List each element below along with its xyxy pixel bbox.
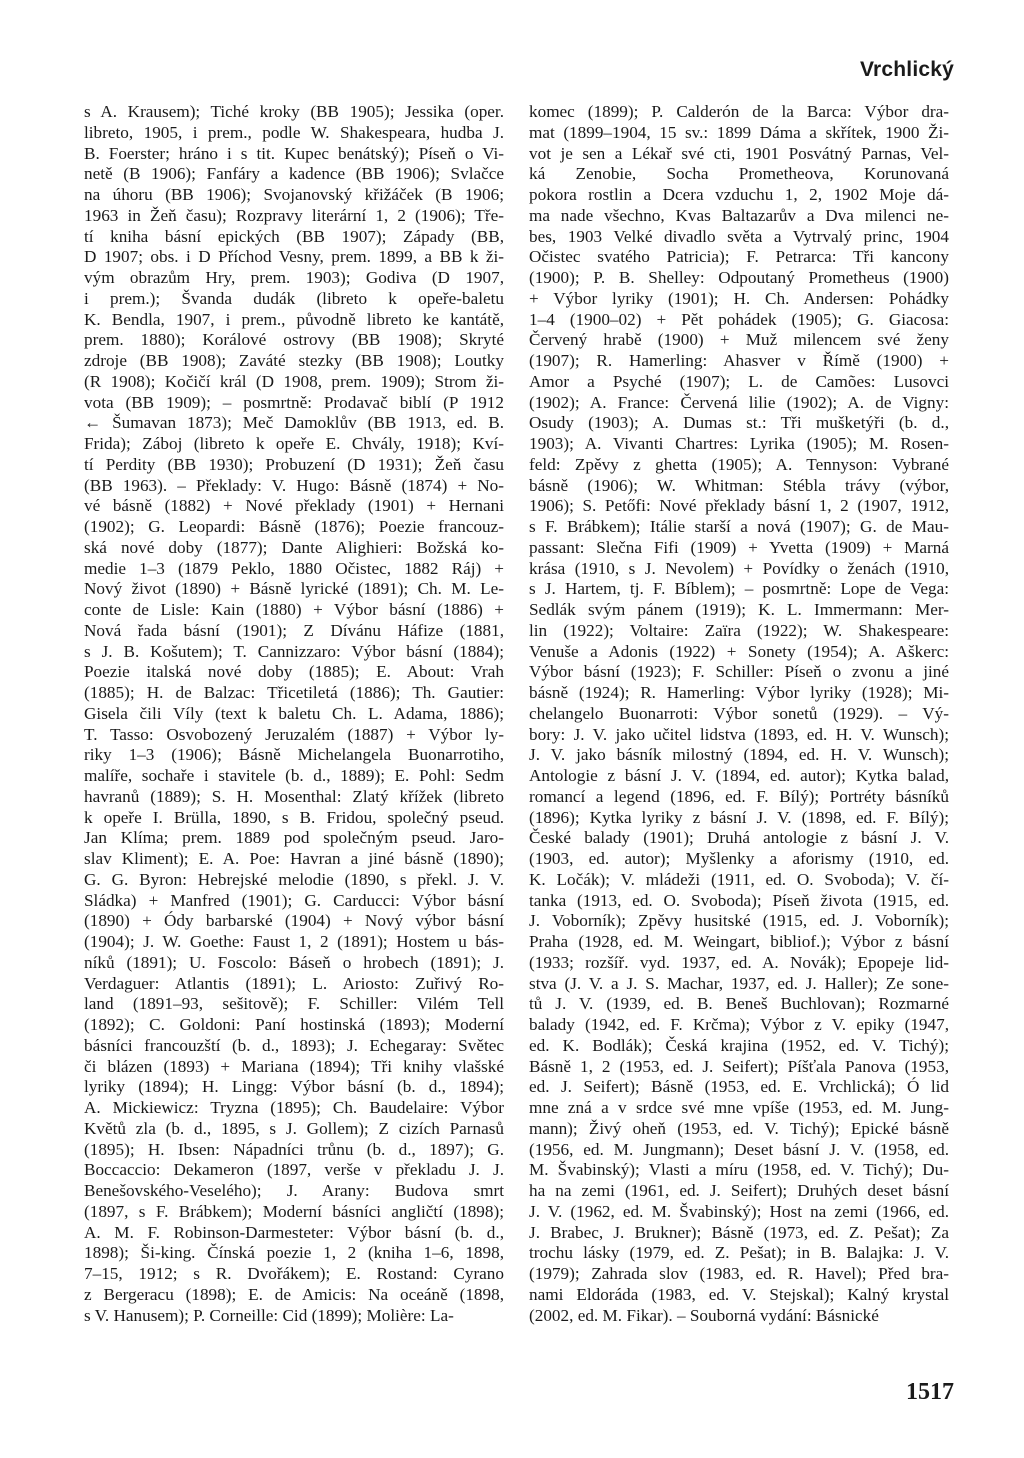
- text-line: pokora rostlin a Dcera vzduchu 1, 2, 1902 Moje dá-: [529, 185, 949, 204]
- text-line: J. Voborník); Zpěvy husitské (1915, ed. J. Voborník);: [529, 911, 949, 931]
- text-line: s J. B. Košutem); T. Cannizzaro: Výbor básní (1884);: [84, 641, 504, 661]
- text-line: bory: J. V. jako učitel lidstva (1893, ed. H. V. Wunsch);: [529, 724, 949, 744]
- text-line: 1906); S. Petőfi: Nové překlady básní 1, 2 (1907, 1912,: [529, 496, 949, 516]
- text-line: G. G. Byron: Hebrejské melodie (1890, s překl. J. V.: [84, 869, 504, 889]
- text-line: 1963 in Žeň času); Rozpravy literární 1, 2 (1906); Tře-: [84, 205, 504, 225]
- text-line: ed. K. Bodlák); Česká krajina (1952, ed. V. Tichý);: [529, 1035, 949, 1055]
- text-line: básně (1906); W. Whitman: Stébla trávy (výbor,: [529, 475, 949, 495]
- text-line: prem. 1880); Korálové ostrovy (BB 1908); Skryté: [84, 330, 504, 350]
- text-line: 7–15, 1912; s R. Dvořákem); E. Rostand: Cyrano: [84, 1264, 504, 1283]
- text-line: vota (BB 1909); – posmrtně: Prodavač biblí (P 1912: [84, 392, 504, 412]
- text-line: (1890) + Ódy barbarské (1904) + Nový výbor básní: [84, 911, 504, 931]
- text-line: Antologie z básní J. V. (1894, ed. autor); Kytka balad,: [529, 766, 949, 785]
- text-line: netě (B 1906); Fanfáry a kadence (BB 1906); Svlačce: [84, 164, 504, 184]
- text-line: (1895); H. Ibsen: Nápadníci trůnu (b. d., 1897); G.: [84, 1139, 504, 1159]
- text-line: D 1907; obs. i D Příchod Vesny, prem. 1899, a BB k ži-: [84, 247, 504, 267]
- text-line: 1–4 (1900–02) + Pět pohádek (1905); G. Giacosa:: [529, 309, 949, 329]
- text-line: z Bergeracu (1898); E. de Amicis: Na oceáně (1898,: [84, 1284, 504, 1304]
- text-line: A. Mickiewicz: Tryzna (1895); Ch. Baudelaire: Výbor: [84, 1098, 504, 1117]
- text-line: ed. J. Seifert); Básně (1953, ed. E. Vrchlická); Ó lid: [529, 1077, 949, 1097]
- text-line: krása (1910, s J. Nevolem) + Povídky o ženách (1910,: [529, 558, 949, 578]
- text-line: Praha (1928, ed. M. Weingart, bibliof.); Výbor z básní: [529, 932, 949, 951]
- text-line: (1903, ed. autor); Myšlenky a aforismy (1910, ed.: [529, 849, 949, 868]
- text-line: B. Foerster; hráno i s tit. Kupec benátský); Píseň o Vi-: [84, 143, 504, 163]
- running-header: Vrchlický: [859, 58, 954, 81]
- text-line: K. Ločák); V. mládeži (1911, ed. O. Svoboda); V. čí-: [529, 869, 949, 889]
- text-line: malíře, sochaře i stavitele (b. d., 1889); E. Pohl: Sedm: [84, 766, 504, 785]
- text-line: Očistec svatého Patricia); F. Petrarca: Tři kancony: [529, 247, 949, 267]
- text-line: balady (1942, ed. F. Krčma); Výbor z V. epiky (1947,: [529, 1015, 949, 1034]
- text-line: Jan Klíma; prem. 1889 pod společným pseud. Jaro-: [84, 828, 504, 848]
- text-line: mne zná a v srdce své mne vpíše (1953, ed. M. Jung-: [529, 1098, 949, 1117]
- text-line: 1903); A. Vivanti Chartres: Lyrika (1905); M. Rosen-: [529, 434, 949, 453]
- text-line: nami Eldoráda (1983, ed. V. Stejskal); Kalný krystal: [529, 1284, 949, 1304]
- text-line: Sládka) + Manfred (1901); G. Carducci: Výbor básní: [84, 890, 504, 910]
- text-line: ha na zemi (1961, ed. J. Seifert); Druhých deset básní: [529, 1181, 949, 1200]
- text-line: s J. Hartem, tj. F. Bíblem); – posmrtně: Lope de Vega:: [529, 579, 949, 599]
- text-line: passant: Slečna Fifi (1909) + Yvetta (1909) + Marná: [529, 537, 949, 557]
- text-line: mat (1899–1904, 15 sv.: 1899 Dáma a skřítek, 1900 Ži-: [529, 122, 949, 142]
- text-line: k opeře I. Brülla, 1890, s B. Fridou, společný pseud.: [84, 807, 504, 827]
- text-line: J. Brabec, J. Brukner); Básně (1973, ed. Z. Pešat); Za: [529, 1222, 949, 1242]
- text-line: (1979); Zahrada slov (1983, ed. R. Havel); Před bra-: [529, 1264, 949, 1283]
- text-line: s F. Brábkem); Itálie starší a nová (1907); G. de Mau-: [529, 517, 949, 536]
- text-line: Nová řada básní (1901); Z Dívánu Háfize (1881,: [84, 620, 504, 640]
- text-line: slav Kliment); E. A. Poe: Havran a jiné básně (1890);: [84, 849, 504, 868]
- text-line: land (1891–93, sešitově); F. Schiller: Vilém Tell: [84, 994, 504, 1014]
- text-line: romancí a legend (1896, ed. F. Bílý); Portréty básníků: [529, 786, 949, 806]
- text-line: J. V. (1962, ed. M. Švabinský); Host na zemi (1966, ed.: [529, 1201, 949, 1221]
- text-line: chelangelo Buonarroti: Výbor sonetů (1929). – Vý-: [529, 703, 949, 723]
- text-line: Poezie italská nové doby (1885); E. About: Vrah: [84, 662, 504, 682]
- text-line: J. V. jako básník milostný (1894, ed. H. V. Wunsch);: [529, 745, 949, 765]
- text-line: K. Bendla, 1907, i prem., původně libreto ke kantátě,: [84, 309, 504, 329]
- text-line: i prem.); Švanda dudák (libreto k opeře-baletu: [84, 288, 504, 308]
- text-line: Výbor básní (1923); F. Schiller: Píseň o zvonu a jiné: [529, 662, 949, 682]
- text-line: (R 1908); Kočičí král (D 1908, prem. 1909); Strom ži-: [84, 371, 504, 391]
- text-line: mann); Živý oheň (1953, ed. V. Tichý); Epické básně: [529, 1118, 949, 1138]
- text-line: tanka (1913, ed. O. Svoboda); Píseň života (1915, ed.: [529, 890, 949, 910]
- text-line: (1902); G. Leopardi: Básně (1876); Poezie francouz-: [84, 517, 504, 536]
- text-line: s A. Krausem); Tiché kroky (BB 1905); Jessika (oper.: [84, 102, 504, 121]
- text-line: (1892); C. Goldoni: Paní hostinská (1893); Moderní: [84, 1015, 504, 1034]
- text-line: A. M. F. Robinson-Darmesteter: Výbor básní (b. d.,: [84, 1222, 504, 1242]
- text-line: (1896); Kytka lyriky z básní J. V. (1898, ed. F. Bílý);: [529, 807, 949, 827]
- text-line: lin (1922); Voltaire: Zaïra (1922); W. Shakespeare:: [529, 620, 949, 640]
- text-line: libreto, 1905, i prem., podle W. Shakespeara, hudba J.: [84, 122, 504, 142]
- text-line: či blázen (1893) + Mariana (1894); Tři knihy vlašské: [84, 1056, 504, 1076]
- text-line: M. Švabinský); Vlasti a míru (1958, ed. V. Tichý); Du-: [529, 1160, 949, 1180]
- text-line: Benešovského-Veselého); J. Arany: Budova smrt: [84, 1181, 504, 1200]
- text-line: (1897, s F. Brábkem); Moderní básníci angličtí (1898);: [84, 1201, 504, 1221]
- text-line: básníci francouzští (b. d., 1893); J. Echegaray: Světec: [84, 1035, 504, 1055]
- text-line: Amor a Psyché (1907); L. de Camões: Lusovci: [529, 371, 949, 391]
- text-line: básně (1924); R. Hamerling: Výbor lyriky (1928); Mi-: [529, 683, 949, 702]
- text-line: níků (1891); U. Foscolo: Báseň o hrobech (1891); J.: [84, 952, 504, 972]
- text-line: ← Šumavan 1873); Meč Damoklův (BB 1913, ed. B.: [84, 413, 504, 433]
- text-line: zdroje (BB 1908); Zaváté stezky (BB 1908); Loutky: [84, 351, 504, 370]
- text-line: tí kniha básní epických (BB 1907); Západy (BB,: [84, 226, 504, 246]
- text-line: (1902); A. France: Červená lilie (1902); A. de Vigny:: [529, 392, 949, 412]
- text-line: (2002, ed. M. Fikar). – Souborná vydání: Básnické: [529, 1305, 879, 1325]
- text-line: 1898); Ši-king. Čínská poezie 1, 2 (kniha 1–6, 1898,: [84, 1243, 504, 1263]
- text-line: ká Zenobie, Socha Prometheova, Korunovaná: [529, 164, 949, 184]
- text-line: vým obrazům Hry, prem. 1903); Godiva (D 1907,: [84, 268, 504, 287]
- text-line: (1907); R. Hamerling: Ahasver v Římě (1900) +: [529, 351, 949, 370]
- text-line: s V. Hanusem); P. Corneille: Cid (1899); Molière: La-: [84, 1305, 454, 1325]
- text-line: conte de Lisle: Kain (1880) + Výbor básní (1886) +: [84, 600, 504, 619]
- text-line: Venuše a Adonis (1922) + Sonety (1954); A. Aškerc:: [529, 641, 949, 661]
- page-number: 1517: [906, 1379, 954, 1405]
- text-line: České balady (1901); Druhá antologie z básní J. V.: [529, 828, 949, 848]
- text-line: Verdaguer: Atlantis (1891); L. Ariosto: Zuřivý Ro-: [84, 973, 504, 993]
- text-line: feld: Zpěvy z ghetta (1905); A. Tennyson: Vybrané: [529, 454, 949, 474]
- text-line: tí Perdity (BB 1930); Probuzení (D 1931); Žeň času: [84, 454, 504, 474]
- text-line: T. Tasso: Osvobozený Jeruzalém (1887) + Výbor ly-: [84, 724, 504, 744]
- text-line: Sedlák svým pánem (1919); K. L. Immermann: Mer-: [529, 600, 949, 619]
- text-line: tů J. V. (1939, ed. B. Beneš Buchlovan); Rozmarné: [529, 994, 949, 1014]
- text-line: trochu lásky (1979, ed. Z. Pešat); in B. Balajka: J. V.: [529, 1243, 949, 1263]
- text-line: (1933; rozšíř. vyd. 1937, ed. A. Novák); Epopeje lid-: [529, 952, 949, 972]
- right-text-column: [529, 102, 949, 1326]
- text-line: vé básně (1882) + Nové překlady (1901) + Hernani: [84, 496, 504, 516]
- text-line: riky 1–3 (1906); Básně Michelangela Buonarrotiho,: [84, 745, 504, 765]
- text-line: vot je sen a Lékař své cti, 1901 Posvátný Parnas, Vel-: [529, 143, 949, 163]
- text-line: Nový život (1890) + Básně lyrické (1891); Ch. M. Le-: [84, 579, 504, 599]
- text-line: havranů (1889); S. H. Mosenthal: Zlatý křížek (libreto: [84, 786, 504, 806]
- left-text-column: [84, 102, 504, 1326]
- text-line: na úhoru (BB 1906); Svojanovský křižáček (B 1906;: [84, 185, 504, 204]
- text-line: (1904); J. W. Goethe: Faust 1, 2 (1891); Hostem u bás-: [84, 932, 504, 951]
- text-line: komec (1899); P. Calderón de la Barca: Výbor dra-: [529, 102, 949, 121]
- text-line: lyriky (1894); H. Lingg: Výbor básní (b. d., 1894);: [84, 1077, 504, 1097]
- text-line: ma nade všechno, Kvas Baltazarův a Dva milenci ne-: [529, 205, 949, 225]
- text-line: stva (J. V. a J. S. Machar, 1937, ed. J. Haller); Ze sone-: [529, 973, 949, 993]
- text-line: Frida); Záboj (libreto k opeře E. Chvály, 1918); Kví-: [84, 434, 504, 453]
- text-line: bes, 1903 Velké divadlo světa a Vytrvalý princ, 1904: [529, 226, 949, 246]
- text-line: Gisela čili Víly (text k baletu Ch. L. Adama, 1886);: [84, 703, 504, 723]
- text-line: Květů zla (b. d., 1895, s J. Gollem); Z cizích Parnasů: [84, 1118, 504, 1138]
- text-line: (1956, ed. M. Jungmann); Deset básní J. V. (1958, ed.: [529, 1139, 949, 1159]
- text-line: (1885); H. de Balzac: Třicetiletá (1886); Th. Gautier:: [84, 683, 504, 702]
- text-line: (1900); P. B. Shelley: Odpoutaný Prometheus (1900): [529, 268, 949, 287]
- text-line: + Výbor lyriky (1901); H. Ch. Andersen: Pohádky: [529, 288, 949, 308]
- text-line: medie 1–3 (1879 Peklo, 1880 Očistec, 1882 Ráj) +: [84, 558, 504, 578]
- text-line: ská nové doby (1877); Dante Alighieri: Božská ko-: [84, 537, 504, 557]
- text-line: (BB 1963). – Překlady: V. Hugo: Básně (1874) + No-: [84, 475, 504, 495]
- text-line: Červený hrabě (1900) + Muž milencem své ženy: [529, 330, 949, 350]
- text-line: Boccaccio: Dekameron (1897, verše v překladu J. J.: [84, 1160, 504, 1180]
- text-line: Básně 1, 2 (1953, ed. J. Seifert); Píšťala Panova (1953,: [529, 1056, 949, 1076]
- text-line: Osudy (1903); A. Dumas st.: Tři mušketýři (b. d.,: [529, 413, 949, 433]
